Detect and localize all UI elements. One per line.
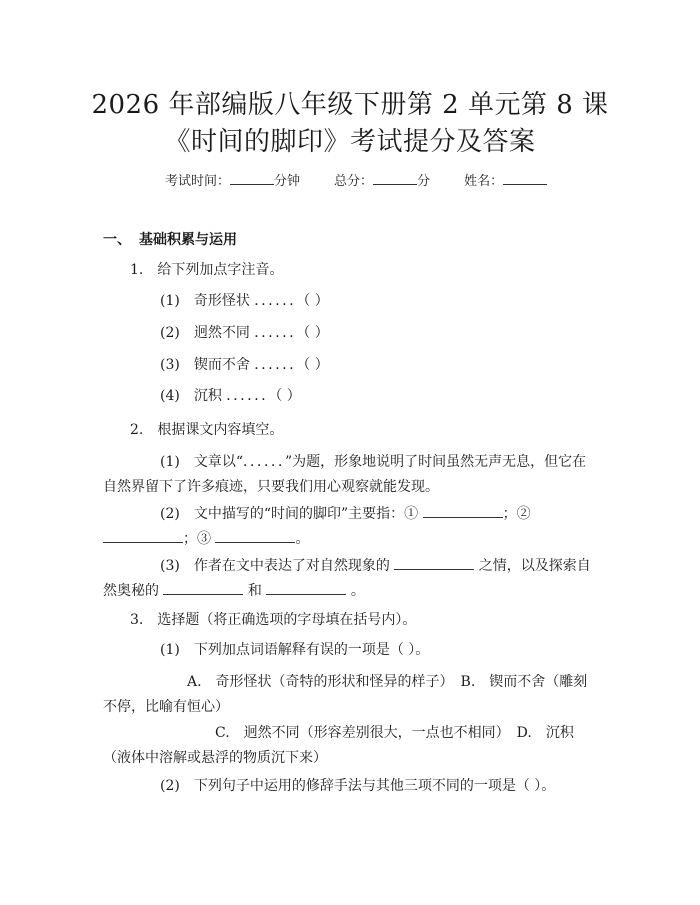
question-1-item: (1) 奇形怪状 ．．．．．．（ ） [160, 293, 329, 309]
part-3-text-c: 和 [247, 583, 262, 599]
question-1-stem: 1. 给下列加点字注音。 [130, 262, 284, 278]
answer-blank[interactable] [266, 581, 346, 595]
answer-blank[interactable] [215, 529, 295, 543]
time-label: 考试时间： [165, 174, 231, 189]
question-1-item: (2) 迥然不同 ．．．．．．（ ） [160, 325, 329, 341]
question-2-part-3 [103, 554, 598, 604]
section-title: 基础积累与运用 [139, 232, 237, 248]
part-3-text-d: 。 [350, 583, 365, 599]
question-2-part-2 [103, 502, 598, 552]
name-label: 姓名： [464, 174, 504, 189]
part-2-text-b: ；② [502, 506, 531, 522]
score-unit: 分 [417, 174, 431, 189]
exam-info-row [165, 171, 547, 191]
time-unit: 分钟 [274, 174, 301, 189]
answer-blank[interactable] [423, 504, 503, 518]
question-1-item: (3) 锲而不舍 ．．．．．．（ ） [160, 357, 329, 373]
question-3-options-cd: C. 迥然不同（形容差别很大，一点也不相同） D. 沉积（液体中溶解或悬浮的物质沉下来） [103, 725, 574, 766]
question-3-options-ab: A. 奇形怪状（奇特的形状和怪异的样子） B. 锲而不舍（雕刻不停，比喻有恒心） [103, 674, 588, 715]
question-2-part-1: (1) 文章以“．．．．．．”为题，形象地说明了时间虽然无声无息，但它在自然界留下了许多痕迹，只要我们用心观察就能发现。 [103, 454, 587, 495]
score-label: 总分： [334, 174, 374, 189]
answer-blank[interactable] [103, 529, 183, 543]
time-blank[interactable] [230, 171, 274, 185]
question-3-stem: 3. 选择题（将正确选项的字母填在括号内）。 [130, 612, 417, 628]
section-number: 一、 [103, 232, 131, 248]
section-heading [103, 231, 237, 249]
part-2-text-a: (2) 文中描写的“时间的脚印”主要指：① [160, 506, 419, 522]
part-2-text-c: ；③ [183, 531, 211, 547]
answer-blank[interactable] [163, 581, 243, 595]
exam-title-line1: 2026 年部编版八年级下册第 2 单元第 8 课 [91, 90, 609, 120]
part-3-text-b: 之情，以及探索自然奥秘的 [103, 558, 591, 599]
part-3-text-a: (3) 作者在文中表达了对自然现象的 [160, 558, 390, 574]
question-3-sub-2: (2) 下列句子中运用的修辞手法与其他三项不同的一项是（ ）。 [160, 778, 556, 794]
part-2-text-d: 。 [295, 531, 310, 547]
question-2-stem: 2. 根据课文内容填空。 [130, 422, 284, 438]
answer-blank[interactable] [394, 556, 474, 570]
question-3-sub-1: (1) 下列加点词语解释有误的一项是（ ）。 [160, 642, 430, 658]
question-1-item: (4) 沉积 ．．．．．．（ ） [160, 388, 301, 404]
exam-title-line2: 《时间的脚印》考试提分及答案 [164, 127, 536, 157]
name-blank[interactable] [503, 171, 547, 185]
score-blank[interactable] [373, 171, 417, 185]
